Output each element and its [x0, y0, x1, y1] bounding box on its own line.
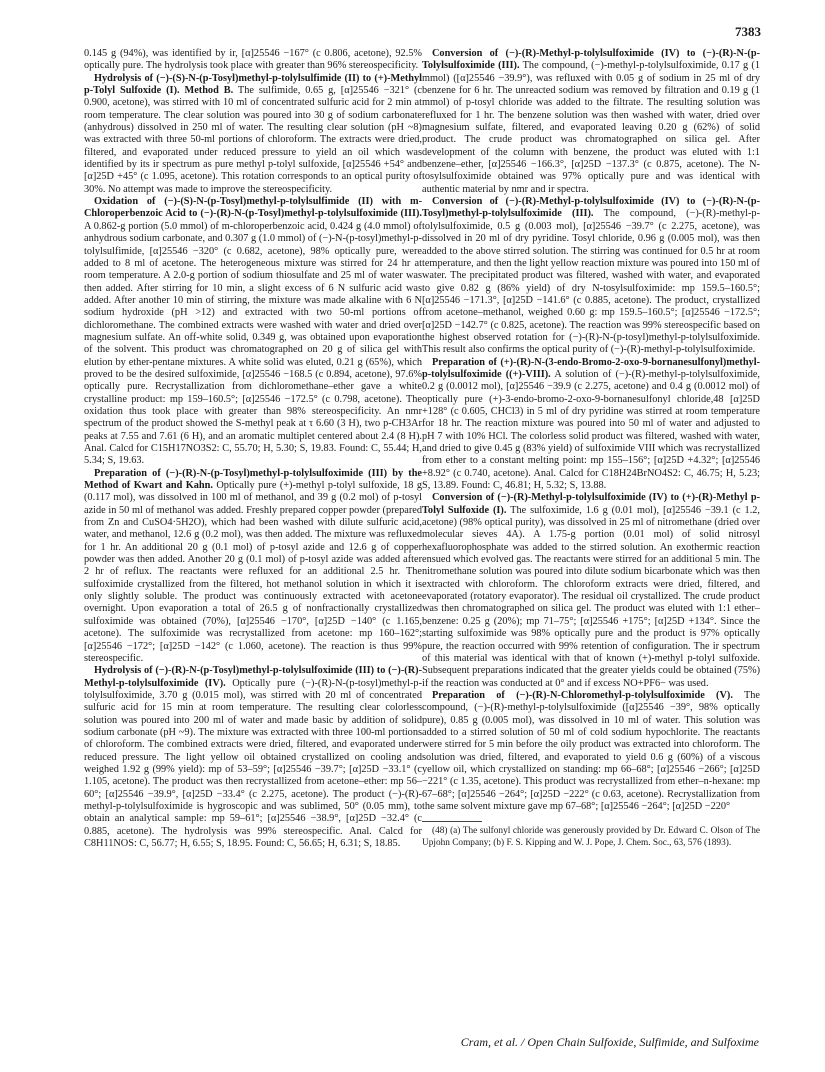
paragraph-text: The compound, (−)-methyl-p-tolylsulfoximide, 0.17 g (1 mmol) ([α]25546 −39.9°), was refluxed with 0.05 g of sodium in 25 ml of dry benzene for 6 hr. The unreacted sodium was removed by filtration and 0.19 g (1 mmol) of p-tosyl chloride was added to the filtrate. The resulting solution was refluxed for 1 hr. The benzene solution was then washed with water, dried over magnesium sulfate, filtered, and evaporated leaving 0.20 g (62%) of solid product. The crude product was chromatographed on silica gel. After development of the column with benzene, the product was eluted with 1:1 benzene–ether, [α]25546 −166.3°, [α]25D −137.3° (c 0.875, acetone). The N-tosylsulfoximide obtained was 97% optically pure and was identical with authentic material by nmr and ir spectra.	[422, 60, 760, 195]
section-heading: Preparation of (+)-(R)-N-(3-endo-Bromo-2-oxo-9-bornanesulfonyl)methyl-p-tolylsulfoximide ((+)-VIII).	[422, 356, 760, 380]
footnote: (48) (a) The sulfonyl chloride was generously provided by Dr. Edward C. Olson of The Upjohn Company; (b) F. S. Kipping and W. J. Pope, J. Chem. Soc., 63, 576 (1893).	[422, 826, 760, 848]
section-heading: Preparation of (−)-(R)-N-Chloromethyl-p-tolylsulfoximide (V).	[432, 689, 733, 701]
paragraph	[422, 48, 760, 196]
left-column	[84, 48, 422, 850]
paragraph-text: Optically pure (−)-(R)-N-(p-tosyl)methyl-p-tolylsulfoximide, 3.70 g (0.015 mol), was stirred with 20 ml of concentrated sulfuric acid for 15 min at room temperature. The resulting clear colorless solution was poured into 200 ml of water and made basic by addition of solid sodium carbonate (pH ~9). The mixture was extracted with three 100-ml portions of chloroform. The combined extracts were dried, filtered, and evaporated under reduced pressure. The light yellow oil obtained crystallized on cooling and weighed 1.92 g (99% yield): mp of 53–59°; [α]25546 −39.7°; [α]25D −33.1° (c 1.105, acetone). The product was then recrystallized from acetone–ether: mp 56–60°; [α]25546 −39.9°, [α]25D −33.4° (c 2.275, acetone). The product (−)-(R)-methyl-p-tolylsulfoximide is hygroscopic and was sublimed, 50° (0.05 mm), to obtain an analytical sample: mp 59–61°; [α]25546 −38.9°, [α]25D −32.4° (c 0.885, acetone). The hydrolysis was 99% stereospecific. Anal. Calcd for C8H11NOS: C, 56.77; H, 6.55; S, 18.95. Found: C, 56.65; H, 6.31; S, 18.85.	[84, 677, 422, 849]
paragraph	[422, 357, 760, 493]
paragraph-text: The sulfoximide, 1.6 g (0.01 mol), [α]25546 −39.1 (c 1.2, acetone) (98% optical purity), was dissolved in 25 ml of nitromethane (dried over molecular sieves 4A). A 1.75-g portion (0.01 mol) of solid nitrosyl hexafluorophosphate was added to the stirred solution. An exothermic reaction ensued which evolved gas. The reactants were stirred for an additional 5 min. The nitromethane solution was poured into dilute sodium bicarbonate which was then extracted with chloroform. The chloroform extracts were dried, filtered, and evaporated (rotatory evaporator). The residual oil crystallized. The crude product was then chromatographed on silica gel. The product was eluted with 1:1 ether–benzene: 0.25 g (20%); mp 71–75°; [α]25546 +175°; [α]25D +134°. Since the starting sulfoximide was 98% optically pure and the product is 97% optically pure, the reaction occurred with 99% retention of configuration. The ir spectrum of this material was identical with that of known (+)-methyl p-tolyl sulfoxide. Subsequent preparations indicated that the greater yields could be obtained (75%) if the reaction was conducted at 0° and if excess NO+PF6− was used.	[422, 504, 760, 689]
section-heading: Hydrolysis of (−)-(R)-N-(p-Tosyl)methyl-p-tolylsulfoximide (III) to (−)-(R)-Methyl-p-tolylsulfoximide (IV).	[84, 665, 422, 689]
paragraph	[84, 196, 422, 468]
paragraph	[84, 665, 422, 850]
running-footer: Cram, et al. / Open Chain Sulfoxide, Sulfimide, and Sulfoxime	[460, 1035, 759, 1049]
paragraph-text: A solution of (−)-(R)-methyl-p-tolylsulfoximide, 0.2 g (0.0012 mol), [α]25546 −39.9 (c 2.275, acetone) and 0.4 g (0.0012 mol) of optically pure (+)-3-endo-bromo-2-oxo-9-bornanesulfonyl chloride,48 [α]25D +128° (c 0.605, CHCl3) in 5 ml of dry pyridine was stirred at room temperature for 18 hr. The reaction mixture was poured into 50 ml of water and adjusted to pH 7 with 10% HCl. The colorless solid product was filtered, washed with water, and dried to give 0.45 g (83% yield) of sulfoximide VIII which was recrystallized from ether to a constant melting point: mp 155–156°; [α]25D +4.32°; [α]25546 +8.92° (c 0.740, acetone). Anal. Calcd for C18H24BrNO4S2: C, 46.75; H, 5.23; S, 13.89. Found: C, 46.81; H, 5.32; S, 13.88.	[422, 368, 760, 492]
paragraph	[422, 492, 760, 690]
paragraph-text: The compound, (−)-(R)-methyl-p-tolylsulfoximide, 0.5 g (0.003 mol), [α]25546 −39.7° (c 2.275, acetone), was dissolved in 20 ml of dry pyridine. Tosyl chloride, 0.96 g (0.005 mol), was then added to the above stirred solution. The stirring was continued for 0.5 hr at room temperature, and then the light yellow reaction mixture was poured into 150 ml of water. The precipitated product was filtered, washed with water, and evaporated to give 0.82 g (86% yield) of dry N-tosylsulfoximide: mp 159.5–160.5°; [α]25546 −171.3°, [α]25D −141.6° (c 0.885, acetone). The product, crystallized from acetone–methanol, weighed 0.60 g: mp 159.5–160.5°; [α]25546 −172.5°; [α]25D −142.7° (c 0.825, acetone). The reaction was 99% stereospecific based on the highest observed rotation for (−)-(R)-N-(p-tosyl)methyl-p-tolylsulfoximide. This result also confirms the optical purity of (−)-(R)-methyl-p-tolylsulfoximide.	[422, 208, 760, 356]
footnote-divider	[422, 821, 482, 822]
section-heading: Hydrolysis of (−)-(S)-N-(p-Tosyl)methyl-p-tolylsulfimide (II) to (+)-Methyl p-Tolyl Sulfoxide (I). Method B.	[84, 72, 422, 97]
paragraph	[422, 196, 760, 356]
paragraph	[84, 48, 422, 73]
paragraph-text: Optically pure (+)-methyl p-tolyl sulfoxide, 18 g (0.117 mol), was dissolved in 100 ml of methanol, and 39 g (0.2 mol) of p-tosyl azide in 50 ml of methanol was added. Freshly prepared copper powder (prepared from Zn and CuSO4·5H2O), which had been washed with dilute sulfuric acid, water, and methanol, 12.6 g (0.2 mol), was then added. The mixture was refluxed for 1 hr. An additional 20 g (0.1 mol) of p-tosyl azide and 12.6 g of copper powder was then added. Another 20 g (0.1 mol) of p-tosyl azide was added after 2 hr of reflux. The reactants were refluxed for an additional 2.5 hr. The sulfoximide crystallized from the filtered, hot methanol solution in which it is only slightly soluble. The product was continuously extracted with acetone overnight. Upon evaporation a total of 26.5 g of nonfractionally crystallized sulfoximide was obtained (70%), [α]25546 −170°, [α]25D −140° (c 1.165, acetone). The sulfoximide was recrystallized from acetone: mp 160–162°; [α]25546 −172°; [α]25D −142° (c 1.060, acetone). The reaction is thus 99% stereospecific.	[84, 480, 422, 664]
paragraph-text: A 0.862-g portion (5.0 mmol) of m-chloroperbenzoic acid, 0.424 g (4.0 mmol) of anhydrous sodium carbonate, and 0.307 g (1.0 mmol) of (−)-N-(p-tosyl)methyl-p-tolylsulfimide, [α]25546 −320° (c 0.682, acetone), 98% optically pure, were added to 8 ml of acetone. The heterogeneous mixture was stirred for 24 hr at room temperature. A 2.0-g portion of sodium thiosulfate and 25 ml of water was then added. After stirring for 10 min, a slight excess of 6 N sulfuric acid was added. After another 10 min of stirring, the mixture was made alkaline with 6 N sodium hydroxide (pH >12) and extracted with two 50-ml portions of dichloromethane. The combined extracts were washed with water and dried over magnesium sulfate. An off-white solid, 0.349 g, was obtained upon evaporation of the solvent. This product was chromatographed on 20 g of silica gel with elution by ether-pentane mixtures. A white solid was eluted, 0.21 g (65%), which proved to be the desired sulfoximide, [α]25546 −168.5 (c 0.894, acetone), 97.6% optically pure. Recrystallization from dichloromethane–ether gave a white crystalline product: mp 159–160.5°; [α]25546 −172.5° (c 0.798, acetone). The oxidation thus took place with greater than 98% stereospecificity. An nmr spectrum of the product showed the S-methyl peak at τ 6.60 (3 H), two p-CH3Ar peaks at 7.55 and 7.61 (6 H), and an aromatic multiplet centered about 2.4 (8 H). Anal. Calcd for C15H17NO3S2: C, 55.70; H, 5.30; S, 19.83. Found: C, 55.44; H, 5.34; S, 19.63.	[84, 220, 422, 467]
paragraph-text: 0.145 g (94%), was identified by ir, [α]25546 −167° (c 0.806, acetone), 92.5% optically pure. The hydrolysis took place with greater than 96% stereospecificity.	[84, 48, 422, 72]
section-heading: Conversion of (−)-(R)-Methyl-p-tolylsulfoximide (IV) to (−)-(R)-N-(p-Tosyl)methyl-p-tolylsulfoximide (III).	[422, 196, 760, 220]
section-heading: Preparation of (−)-(R)-N-(p-Tosyl)methyl-p-tolylsulfoximide (III) by the Method of Kwart and Kahn.	[84, 467, 422, 492]
section-heading: Oxidation of (−)-(S)-N-(p-Tosyl)methyl-p-tolylsulfimide (II) with m-Chloroperbenzoic Acid to (−)-(R)-N-(p-Tosyl)methyl-p-tolylsulfoximide (III).	[84, 196, 422, 220]
section-heading: Conversion of (−)-(R)-Methyl-p-tolylsulfoximide (IV) to (−)-(R)-N-(p-Tolylsulfoximide (III).	[422, 48, 760, 72]
right-column	[422, 48, 760, 849]
section-heading: Conversion of (−)-(R)-Methyl-p-tolylsulfoximide (IV) to (+)-(R)-Methyl p-Tolyl Sulfoxide (I).	[422, 492, 760, 516]
paragraph	[422, 690, 760, 813]
paragraph-text: The sulfimide, 0.65 g, [α]25546 −321° (c 0.900, acetone), was stirred with 10 ml of concentrated sulfuric acid for 2 min at room temperature. The clear solution was poured into 30 g of sodium carbonate (anhydrous) dissolved in 250 ml of water. The resulting clear solution (pH ~8) was extracted with three 50-ml portions of chloroform. The extracts were dried, filtered, and evaporated under reduced pressure to yield an oil which was identified by its ir spectrum as pure methyl p-tolyl sulfoxide, [α]25546 +54° and [α]25D +45° (c 1.095, acetone). This rotation corresponds to an optical purity of 30%. No attempt was made to improve the stereospecificity.	[84, 85, 422, 195]
paragraph	[84, 73, 422, 196]
paragraph	[84, 468, 422, 666]
page-number: 7383	[735, 24, 761, 39]
paragraph-text: The compound, (−)-(R)-methyl-p-tolylsulfoximide ([α]25546 −39°, 98% optically pure), 0.85 g (0.005 mol), was dissolved in 10 ml of water. This solution was added to a stirred solution of 50 ml of cold sodium hypochlorite. The reactants were stirred for 5 min before the oily product was extracted into chloroform. The solution was dried, filtered, and evaporated to yield 0.6 g (60%) of a viscous yellow oil, which crystallized on standing: mp 66–68°; [α]25546 −266°; [α]25D −221° (c 1.35, acetone). This product was recrystallized from ether–n-hexane: mp 67–68°; [α]25546 −264°; [α]25D −222° (c 0.63, acetone). Recrystallization from the same solvent mixture gave mp 67–68°; [α]25546 −264°; [α]25D −220°	[422, 689, 760, 812]
